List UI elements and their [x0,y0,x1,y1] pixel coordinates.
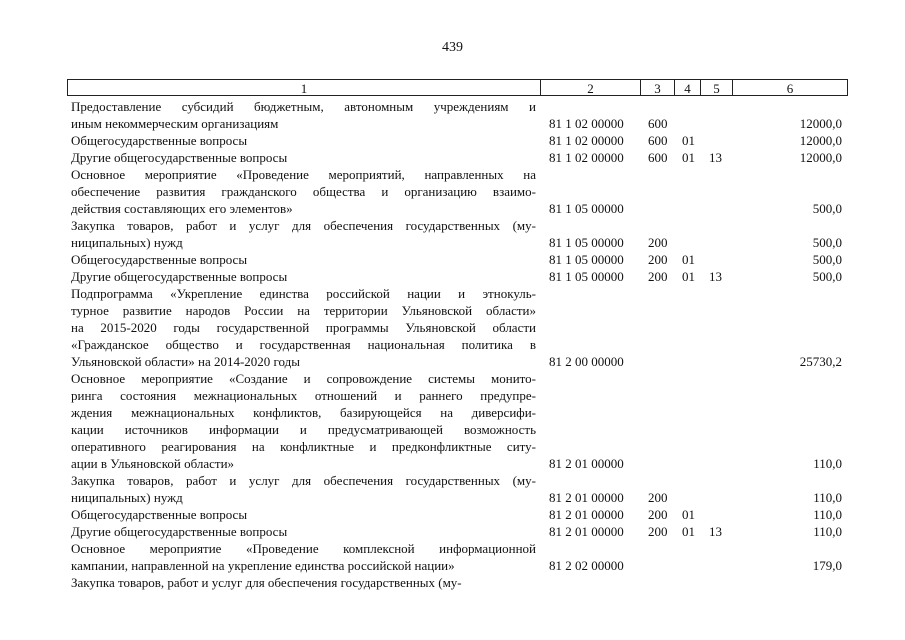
description-line: Предоставление субсидий бюджетным, автономным учреждениям и [71,99,536,114]
row-col-4: 01 [682,269,695,284]
row-code: 81 2 01 00000 [549,456,624,471]
table-row [0,217,905,251]
description-line: действия составляющих его элементов» [71,201,293,216]
table-row [0,268,905,285]
header-col-5: 5 [700,79,733,96]
row-col-3: 200 [648,490,668,505]
row-col-3: 600 [648,116,668,131]
row-description [71,132,536,149]
row-col-4: 01 [682,150,695,165]
description-line: кации источников информации и предусматривающей возможность [71,422,536,437]
row-col-3: 200 [648,507,668,522]
row-code: 81 1 05 00000 [549,201,624,216]
header-col-4: 4 [674,79,701,96]
row-description [71,574,536,591]
description-line: ниципальных) нужд [71,490,183,505]
row-description [71,472,536,506]
description-line: Общегосударственные вопросы [71,133,248,148]
table-row [0,506,905,523]
row-col-3: 200 [648,524,668,539]
row-description [71,217,536,251]
description-line: Основное мероприятие «Создание и сопровождение системы монито- [71,371,536,386]
row-col-5: 13 [709,524,722,539]
row-code: 81 1 02 00000 [549,150,624,165]
row-col-4: 01 [682,133,695,148]
table-row [0,540,905,574]
description-line: иным некоммерческим организациям [71,116,279,131]
header-col-6: 6 [732,79,848,96]
row-code: 81 2 00 00000 [549,354,624,369]
description-line: «Гражданское общество и государственная национальная политика в [71,337,536,352]
description-line: кампании, направленной на укрепление единства российской нации» [71,558,455,573]
row-description [71,268,536,285]
row-description [71,370,536,472]
description-line: Общегосударственные вопросы [71,507,248,522]
description-line: Общегосударственные вопросы [71,252,248,267]
row-description [71,285,536,370]
description-line: Подпрограмма «Укрепление единства российской нации и этнокуль- [71,286,536,301]
row-amount: 110,0 [813,490,842,505]
description-line: Другие общегосударственные вопросы [71,524,288,539]
row-code: 81 2 01 00000 [549,507,624,522]
row-col-5: 13 [709,150,722,165]
description-line: Другие общегосударственные вопросы [71,150,288,165]
row-amount: 25730,2 [799,354,842,369]
row-amount: 500,0 [812,201,842,216]
row-description [71,540,536,574]
table-body [0,98,905,591]
row-amount: 110,0 [813,507,842,522]
header-col-3: 3 [640,79,675,96]
table-row [0,149,905,166]
description-line: Закупка товаров, работ и услуг для обеспечения государственных (му- [71,218,536,233]
row-col-4: 01 [682,507,695,522]
description-line: турное развитие народов России на территории Ульяновской области» [71,303,536,318]
row-amount: 179,0 [812,558,842,573]
table-row [0,574,905,591]
row-description [71,506,536,523]
description-line: Закупка товаров, работ и услуг для обеспечения государственных (му- [71,473,536,488]
row-amount: 12000,0 [799,133,842,148]
description-line: ждения межнациональных конфликтов, базирующейся на диверсифи- [71,405,536,420]
description-line: ации в Ульяновской области» [71,456,235,471]
table-row [0,285,905,370]
row-code: 81 2 02 00000 [549,558,624,573]
row-code: 81 2 01 00000 [549,524,624,539]
row-description [71,523,536,540]
description-line: оперативного реагирования на конфликтные и предконфликтные ситу- [71,439,536,454]
description-line: Ульяновской области» на 2014-2020 годы [71,354,301,369]
row-col-3: 200 [648,252,668,267]
row-col-3: 600 [648,133,668,148]
table-row [0,370,905,472]
table-row [0,166,905,217]
row-col-5: 13 [709,269,722,284]
table-row [0,132,905,149]
description-line: ринга состояния межнациональных отношений и раннего предупре- [71,388,536,403]
row-amount: 500,0 [812,252,842,267]
page-number: 439 [442,40,463,55]
table-row [0,251,905,268]
row-description [71,251,536,268]
table-row [0,472,905,506]
row-code: 81 1 05 00000 [549,269,624,284]
row-code: 81 1 02 00000 [549,133,624,148]
row-amount: 110,0 [813,524,842,539]
row-code: 81 2 01 00000 [549,490,624,505]
description-line: Основное мероприятие «Проведение мероприятий, направленных на [71,167,536,182]
description-line: Основное мероприятие «Проведение комплексной информационной [71,541,536,556]
description-line: ниципальных) нужд [71,235,183,250]
row-amount: 500,0 [812,235,842,250]
row-col-3: 600 [648,150,668,165]
row-amount: 500,0 [812,269,842,284]
header-col-2: 2 [540,79,641,96]
row-code: 81 1 05 00000 [549,252,624,267]
row-description [71,166,536,217]
row-description [71,98,536,132]
row-col-3: 200 [648,269,668,284]
row-description [71,149,536,166]
row-col-4: 01 [682,252,695,267]
table-header [67,79,848,96]
row-col-3: 200 [648,235,668,250]
row-code: 81 1 05 00000 [549,235,624,250]
header-col-1: 1 [67,79,541,96]
description-line: Другие общегосударственные вопросы [71,269,288,284]
row-col-4: 01 [682,524,695,539]
description-line: обеспечение развития гражданского общества и организацию взаимо- [71,184,536,199]
description-line: на 2015-2020 годы государственной программы Ульяновской области [71,320,536,335]
description-line: Закупка товаров, работ и услуг для обеспечения государственных (му- [71,575,462,590]
row-code: 81 1 02 00000 [549,116,624,131]
table-row [0,523,905,540]
table-row [0,98,905,132]
row-amount: 12000,0 [799,116,842,131]
row-amount: 110,0 [813,456,842,471]
row-amount: 12000,0 [799,150,842,165]
